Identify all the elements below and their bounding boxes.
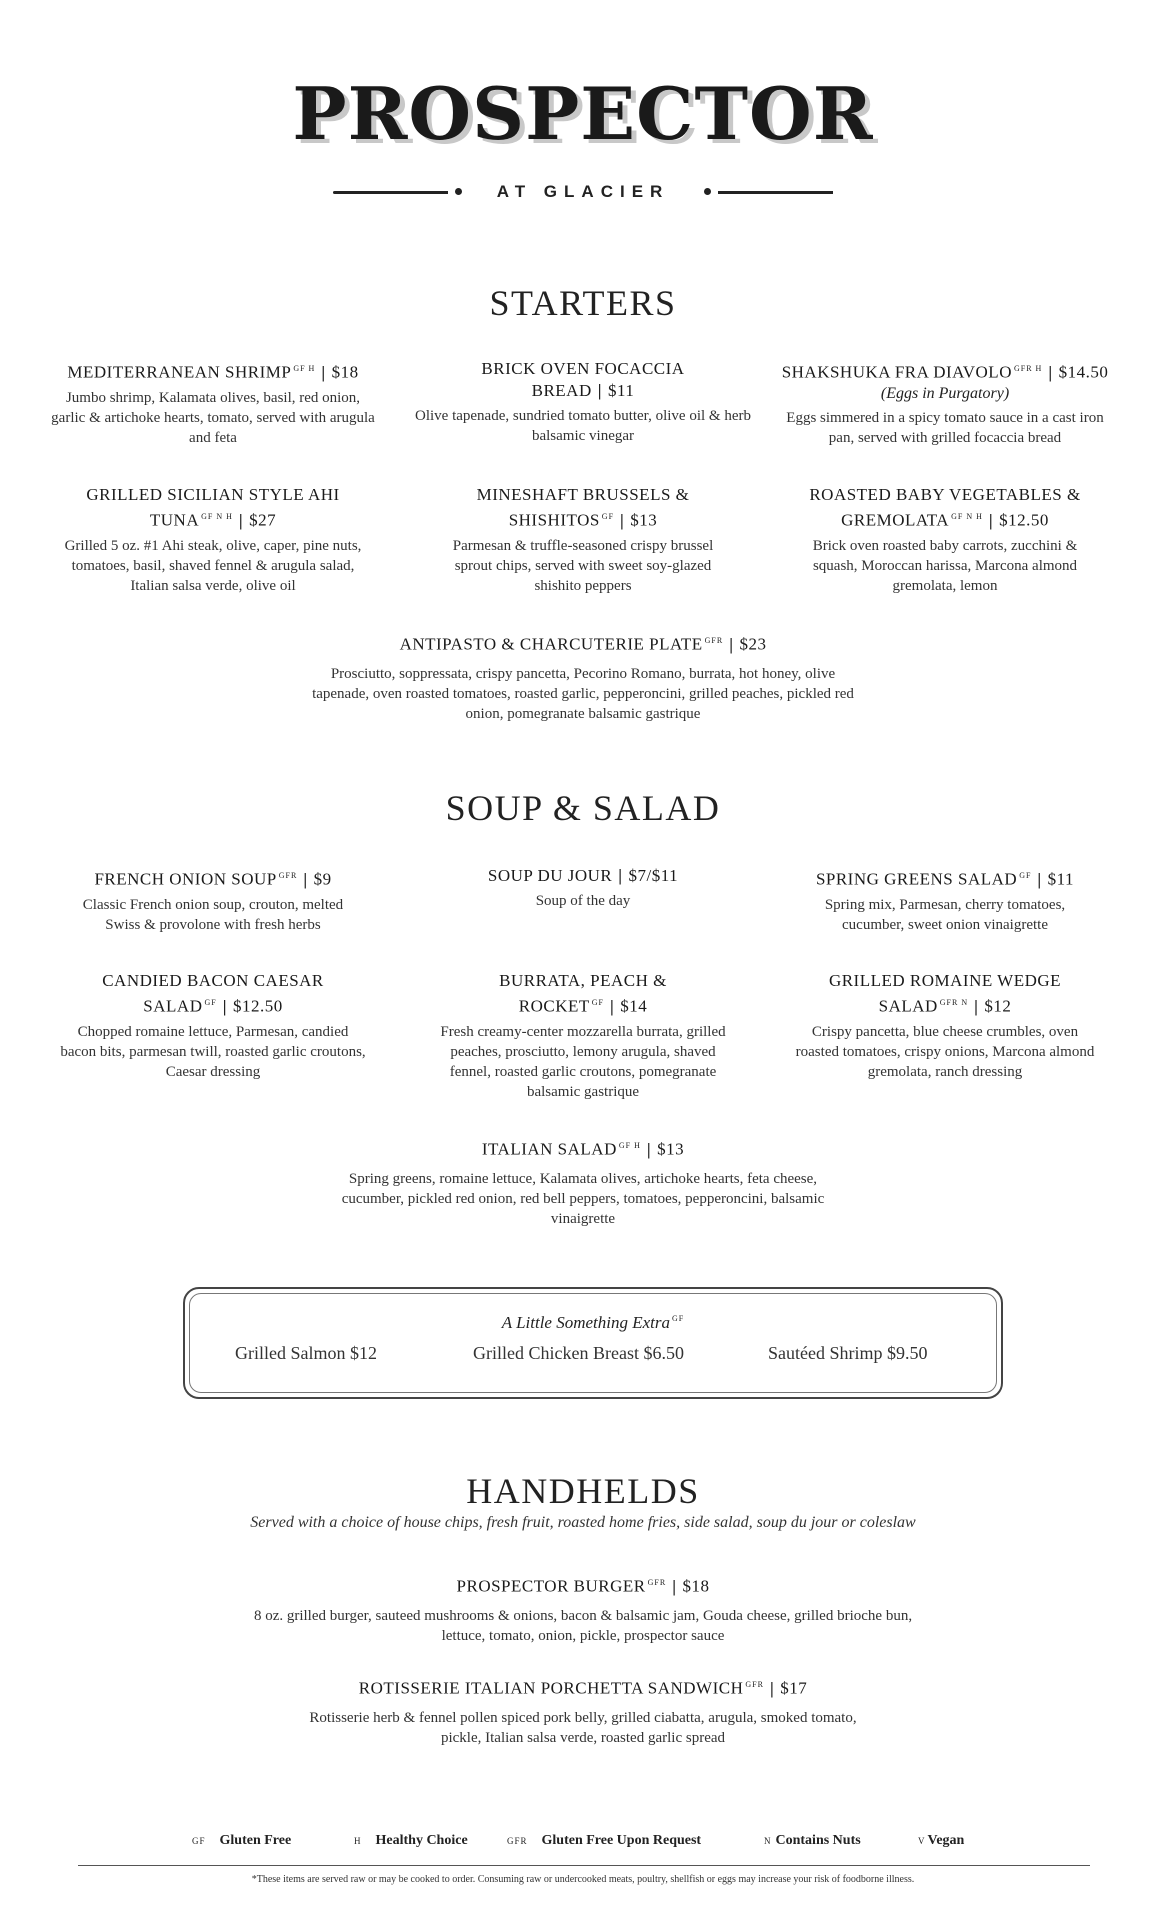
legend-item: GFR Gluten Free Upon Request: [507, 1833, 702, 1848]
item-description: Crispy pancetta, blue cheese crumbles, oven roasted tomatoes, crispy onions, Marcona almond gremolata, ranch dressing: [795, 1023, 1095, 1080]
item-title: PROSPECTOR BURGER $^{GFR}$ | $18: [456, 1576, 710, 1596]
item-title: ROTISSERIE ITALIAN PORCHETTA SANDWICH $^{GFR}$ | $17: [358, 1678, 808, 1698]
logo: [0, 71, 1166, 201]
section-title-starters: STARTERS: [489, 283, 677, 323]
logo-rule-right: [718, 191, 833, 194]
item-description: Spring mix, Parmesan, cherry tomatoes, cucumber, sweet onion vinaigrette: [824, 896, 1066, 933]
extras-box: [183, 1287, 1003, 1399]
item-title: BURRATA, PEACH & ROCKET $^{GF}$ | $14: [499, 971, 667, 1016]
menu-item: [58, 970, 368, 1082]
section-title-soup-salad: SOUP & SALAD: [445, 788, 721, 828]
menu-item: [58, 484, 368, 596]
extras-title: A Little Something Extra $^{GF}$: [501, 1313, 685, 1332]
footnote: *These items are served raw or may be cooked to order. Consuming raw or undercooked meats, poultry, shellfish or eggs may increase your risk of foodborne illness.: [251, 1874, 915, 1885]
item-description: Spring greens, romaine lettuce, Kalamata olives, artichoke hearts, feta cheese, cucumber, pickled red onion, red bell peppers, tomatoes, pepperoncini, balsamic vinaigrette: [341, 1170, 825, 1227]
item-description: Fresh creamy-center mozzarella burrata, grilled peaches, prosciutto, lemony arugula, shaved fennel, roasted garlic croutons, pomegranate balsamic gastrique: [440, 1023, 726, 1100]
item-title: ROASTED BABY VEGETABLES & GREMOLATA $^{GF N H}$ | $12.50: [809, 485, 1081, 530]
extras-item: Sautéed Shrimp $9.50: [768, 1343, 928, 1363]
item-title: MEDITERRANEAN SHRIMP $^{GF H}$ | $18: [67, 362, 359, 382]
item-description: Rotisserie herb & fennel pollen spiced pork belly, grilled ciabatta, arugula, smoked tomato, pickle, Italian salsa verde, roasted garlic spread: [309, 1709, 857, 1746]
item-description: Prosciutto, soppressata, crispy pancetta, Pecorino Romano, burrata, hot honey, olive tapenade, oven roasted tomatoes, roasted garlic, pepperoncini, grilled peaches, pickled red onion, pomegranate balsamic gastrique: [312, 665, 854, 722]
item-title: SOUP DU JOUR | $7/$11: [487, 866, 679, 885]
logo-title: PROSPECTOR: [292, 71, 874, 156]
item-title: ITALIAN SALAD $^{GF H}$ | $13: [481, 1139, 685, 1159]
menu-item: [223, 1572, 943, 1646]
item-description: Jumbo shrimp, Kalamata olives, basil, red onion, garlic & artichoke hearts, tomato, served with arugula and feta: [51, 389, 375, 446]
menu-item: [765, 358, 1125, 448]
item-description: Chopped romaine lettuce, Parmesan, candied bacon bits, parmesan twill, roasted garlic croutons, Caesar dressing: [60, 1023, 366, 1080]
menu-item: [785, 865, 1105, 935]
menu-item: [428, 970, 738, 1102]
item-description: Parmesan & truffle-seasoned crispy brussel sprout chips, served with sweet soy-glazed shishito peppers: [452, 537, 714, 594]
item-description: Grilled 5 oz. #1 Ahi steak, olive, caper, pine nuts, tomatoes, basil, shaved fennel & arugula salad, Italian salsa verde, olive oil: [64, 537, 362, 594]
item-subtitle: (Eggs in Purgatory): [880, 384, 1010, 402]
menu-item: [333, 1135, 833, 1229]
menu-item: [48, 865, 378, 935]
logo-dot-left: [455, 188, 462, 195]
menu-item: [303, 630, 863, 724]
logo-rule-left: [333, 191, 448, 194]
handhelds-note: Served with a choice of house chips, fresh fruit, roasted home fries, side salad, soup du jour or coleslaw: [250, 1514, 916, 1531]
item-title: CANDIED BACON CAESAR SALAD $^{GF}$ | $12.50: [102, 971, 324, 1016]
item-description: Eggs simmered in a spicy tomato sauce in a cast iron pan, served with grilled focaccia bread: [786, 409, 1104, 446]
extras-item: Grilled Salmon $12: [235, 1343, 377, 1363]
item-description: Soup of the day: [535, 893, 631, 909]
logo-dot-right: [704, 188, 711, 195]
item-title: BRICK OVEN FOCACCIA BREAD | $11: [481, 359, 685, 400]
logo-subtitle: AT GLACIER: [496, 182, 670, 201]
legend-item: N Contains Nuts: [764, 1833, 861, 1848]
item-title: FRENCH ONION SOUP $^{GFR}$ | $9: [94, 869, 332, 889]
menu-item: [795, 484, 1095, 596]
item-description: Classic French onion soup, crouton, melted Swiss & provolone with fresh herbs: [82, 896, 344, 933]
legend-item: V Vegan: [918, 1833, 965, 1848]
footer-rule: [78, 1865, 1090, 1866]
menu-item: [413, 358, 753, 446]
menu-item: [243, 1674, 923, 1748]
item-title: MINESHAFT BRUSSELS & SHISHITOS $^{GF}$ | $13: [476, 485, 690, 530]
item-title: GRILLED ROMAINE WEDGE SALAD $^{GFR N}$ | $12: [828, 971, 1062, 1016]
extras-item: Grilled Chicken Breast $6.50: [473, 1343, 684, 1363]
item-title: SHAKSHUKA FRA DIAVOLO $^{GFR H}$ | $14.50: [781, 362, 1109, 382]
item-title: ANTIPASTO & CHARCUTERIE PLATE $^{GFR}$ | $23: [399, 634, 767, 654]
legend-item: GF Gluten Free: [192, 1833, 292, 1848]
menu-item: [433, 484, 733, 596]
item-title: GRILLED SICILIAN STYLE AHI TUNA $^{GF N H}$ | $27: [86, 485, 340, 530]
item-description: Olive tapenade, sundried tomato butter, olive oil & herb balsamic vinegar: [415, 408, 751, 444]
menu-item: [48, 358, 378, 448]
logo-subtitle-row: [333, 180, 833, 204]
section-title-handhelds: HANDHELDS: [466, 1471, 700, 1511]
menu-item: [790, 970, 1100, 1082]
item-description: 8 oz. grilled burger, sauteed mushrooms & onions, bacon & balsamic jam, Gouda cheese, grilled brioche bun, lettuce, tomato, onion, pickle, prospector sauce: [253, 1607, 913, 1644]
item-description: Brick oven roasted baby carrots, zucchini & squash, Moroccan harissa, Marcona almond gremolata, lemon: [812, 537, 1078, 594]
legend-item: H Healthy Choice: [354, 1833, 468, 1848]
item-title: SPRING GREENS SALAD $^{GF}$ | $11: [815, 869, 1075, 889]
menu-item: [413, 865, 753, 911]
